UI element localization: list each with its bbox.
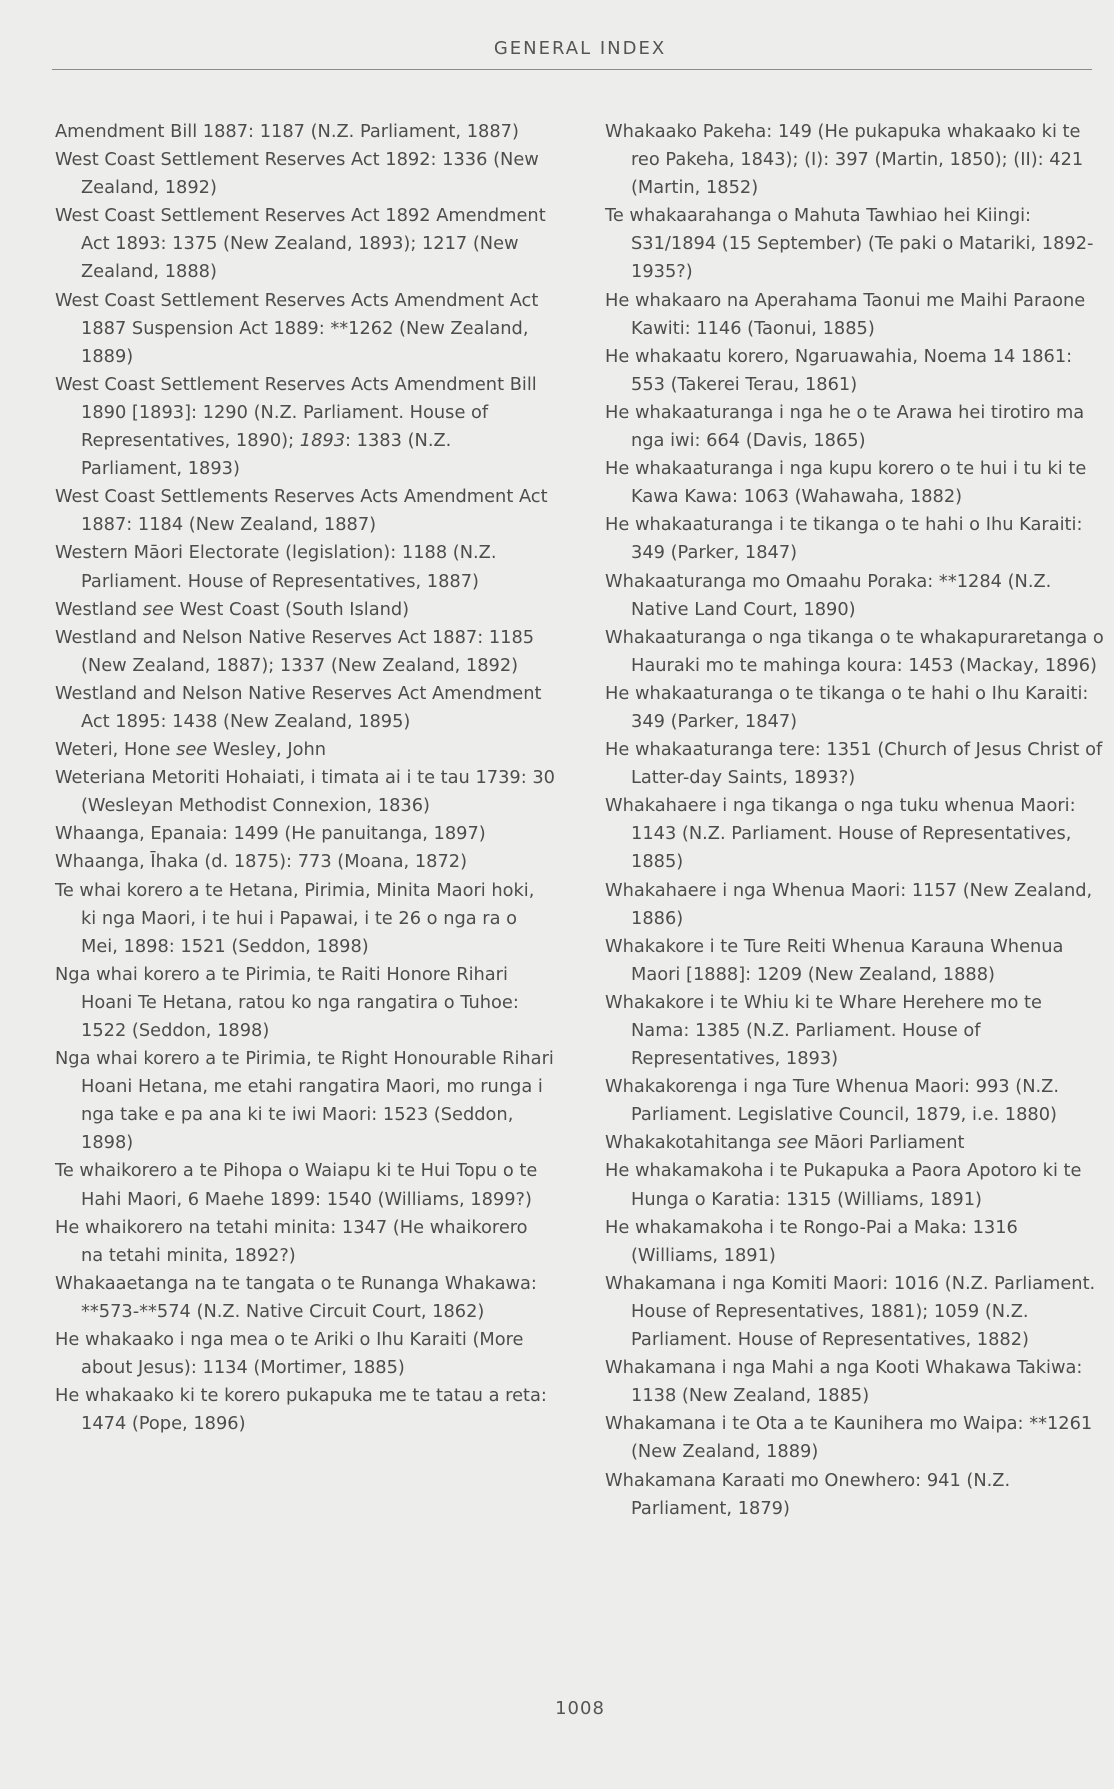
index-entry: He whaikorero na tetahi minita: 1347 (He whaikorero na tetahi minita, 1892?)	[55, 1216, 528, 1266]
index-entry: Whakaaetanga na te tangata o te Runanga Whakawa: **573-**574 (N.Z. Native Circuit Court, 1862)	[55, 1272, 537, 1322]
index-entry: Westland see West Coast (South Island)	[55, 598, 410, 620]
index-entry: West Coast Settlement Reserves Act 1892: 1336 (New Zealand, 1892)	[55, 149, 539, 199]
index-entry: He whakaako i nga mea o te Ariki o Ihu Karaiti (More about Jesus): 1134 (Mortimer, 1885)	[55, 1329, 524, 1379]
index-entry: Whakahaere i nga Whenua Maori: 1157 (New Zealand, 1886)	[605, 879, 1093, 929]
index-entry: Whakamana Karaati mo Onewhero: 941 (N.Z. Parliament, 1879)	[605, 1469, 1011, 1519]
index-entry: Whakaaturanga mo Omaahu Poraka: **1284 (N.Z. Native Land Court, 1890)	[605, 570, 1052, 620]
left-column	[55, 118, 555, 1438]
index-entry: Weteriana Metoriti Hohaiati, i timata ai i te tau 1739: 30 (Wesleyan Methodist Connexion, 1836)	[55, 767, 555, 817]
index-entry: He whakaako ki te korero pukapuka me te tatau a reta: 1474 (Pope, 1896)	[55, 1385, 547, 1435]
index-entry: Whakakotahitanga see Māori Parliament	[605, 1132, 965, 1154]
index-entry: West Coast Settlement Reserves Act 1892 Amendment Act 1893: 1375 (New Zealand, 1893); 1217 (New Zealand, 1888)	[55, 205, 546, 283]
index-entry: He whakaaturanga o te tikanga o te hahi o Ihu Karaiti: 349 (Parker, 1847)	[605, 682, 1089, 732]
index-entry: He whakaaturanga tere: 1351 (Church of Jesus Christ of Latter-day Saints, 1893?)	[605, 739, 1103, 789]
index-entry: Whakakorenga i nga Ture Whenua Maori: 993 (N.Z. Parliament. Legislative Council, 1879, i.e. 1880)	[605, 1076, 1059, 1126]
index-entry: He whakamakoha i te Rongo-Pai a Maka: 1316 (Williams, 1891)	[605, 1216, 1018, 1266]
index-entry: West Coast Settlement Reserves Acts Amendment Act 1887 Suspension Act 1889: **1262 (New Zealand, 1889)	[55, 289, 539, 367]
index-entry: Nga whai korero a te Pirimia, te Right Honourable Rihari Hoani Hetana, me etahi rangatira Maori, mo runga i nga take e pa ana ki te iwi Maori: 1523 (Seddon, 1898)	[55, 1048, 554, 1154]
index-entry: He whakaaturanga i nga kupu korero o te hui i tu ki te Kawa Kawa: 1063 (Wahawaha, 1882)	[605, 458, 1087, 508]
index-entry: Te whai korero a te Hetana, Pirimia, Minita Maori hoki, ki nga Maori, i te hui i Papawai, i te 26 o nga ra o Mei, 1898: 1521 (Seddon, 1898)	[55, 879, 535, 957]
index-entry: Whakamana i nga Mahi a nga Kooti Whakawa Takiwa: 1138 (New Zealand, 1885)	[605, 1357, 1083, 1407]
index-entry: Weteri, Hone see Wesley, John	[55, 739, 326, 761]
index-entry: He whakaaturanga i te tikanga o te hahi o Ihu Karaiti: 349 (Parker, 1847)	[605, 514, 1083, 564]
index-entry: Te whaikorero a te Pihopa o Waiapu ki te Hui Topu o te Hahi Maori, 6 Maehe 1899: 1540 (Williams, 1899?)	[55, 1160, 538, 1210]
page-number: 1008	[555, 1698, 605, 1719]
index-entry: Westland and Nelson Native Reserves Act Amendment Act 1895: 1438 (New Zealand, 1895)	[55, 682, 542, 732]
index-entry: Whakakore i te Whiu ki te Whare Herehere mo te Nama: 1385 (N.Z. Parliament. House of Representatives, 1893)	[605, 991, 1042, 1070]
index-entry: Whakaaturanga o nga tikanga o te whakapuraretanga o Hauraki mo te mahinga koura: 1453 (Mackay, 1896)	[605, 626, 1104, 676]
index-entry: Whakakore i te Ture Reiti Whenua Karauna Whenua Maori [1888]: 1209 (New Zealand, 1888)	[605, 935, 1064, 985]
index-entry: Whakamana i nga Komiti Maori: 1016 (N.Z. Parliament. House of Representatives, 1881); 1059 (N.Z. Parliament. House of Representatives, 1882)	[605, 1272, 1096, 1351]
index-entry: Nga whai korero a te Pirimia, te Raiti Honore Rihari Hoani Te Hetana, ratou ko nga rangatira o Tuhoe: 1522 (Seddon, 1898)	[55, 963, 519, 1041]
index-entry: He whakaaro na Aperahama Taonui me Maihi Paraone Kawiti: 1146 (Taonui, 1885)	[605, 289, 1086, 339]
index-entry: Te whakaarahanga o Mahuta Tawhiao hei Kiingi: S31/1894 (15 September) (Te paki o Matariki, 1892-1935?)	[605, 205, 1094, 283]
running-head: GENERAL INDEX	[493, 38, 667, 59]
index-entry: West Coast Settlement Reserves Acts Amendment Bill 1890 [1893]: 1290 (N.Z. Parliament. House of Representatives, 1890); 1893: 1383 (N.Z. Parliament, 1893)	[55, 373, 537, 480]
index-entry: Whaanga, Epanaia: 1499 (He panuitanga, 1897)	[55, 823, 486, 845]
index-entry: He whakaaturanga i nga he o te Arawa hei tirotiro ma nga iwi: 664 (Davis, 1865)	[605, 401, 1085, 452]
header-rule	[52, 69, 1092, 70]
index-entry: Whakamana i te Ota a te Kaunihera mo Waipa: **1261 (New Zealand, 1889)	[605, 1413, 1093, 1463]
index-entry: West Coast Settlements Reserves Acts Amendment Act 1887: 1184 (New Zealand, 1887)	[55, 486, 548, 536]
index-entry: Westland and Nelson Native Reserves Act 1887: 1185 (New Zealand, 1887); 1337 (New Zealand, 1892)	[55, 626, 535, 676]
index-entry: Western Māori Electorate (legislation): 1188 (N.Z. Parliament. House of Representatives, 1887)	[55, 542, 497, 592]
index-entry: Amendment Bill 1887: 1187 (N.Z. Parliament, 1887)	[55, 121, 519, 142]
index-entry: He whakamakoha i te Pukapuka a Paora Apotoro ki te Hunga o Karatia: 1315 (Williams, 1891)	[605, 1160, 1082, 1210]
index-entry: Whakaako Pakeha: 149 (He pukapuka whakaako ki te reo Pakeha, 1843); (I): 397 (Martin, 1850); (II): 421 (Martin, 1852)	[605, 121, 1084, 199]
index-entry: Whaanga, Īhaka (d. 1875): 773 (Moana, 1872)	[55, 851, 468, 873]
right-column	[605, 118, 1105, 1523]
index-entry: He whakaatu korero, Ngaruawahia, Noema 14 1861: 553 (Takerei Terau, 1861)	[605, 345, 1073, 395]
index-entry: Whakahaere i nga tikanga o nga tuku whenua Maori: 1143 (N.Z. Parliament. House of Representatives, 1885)	[605, 795, 1076, 873]
